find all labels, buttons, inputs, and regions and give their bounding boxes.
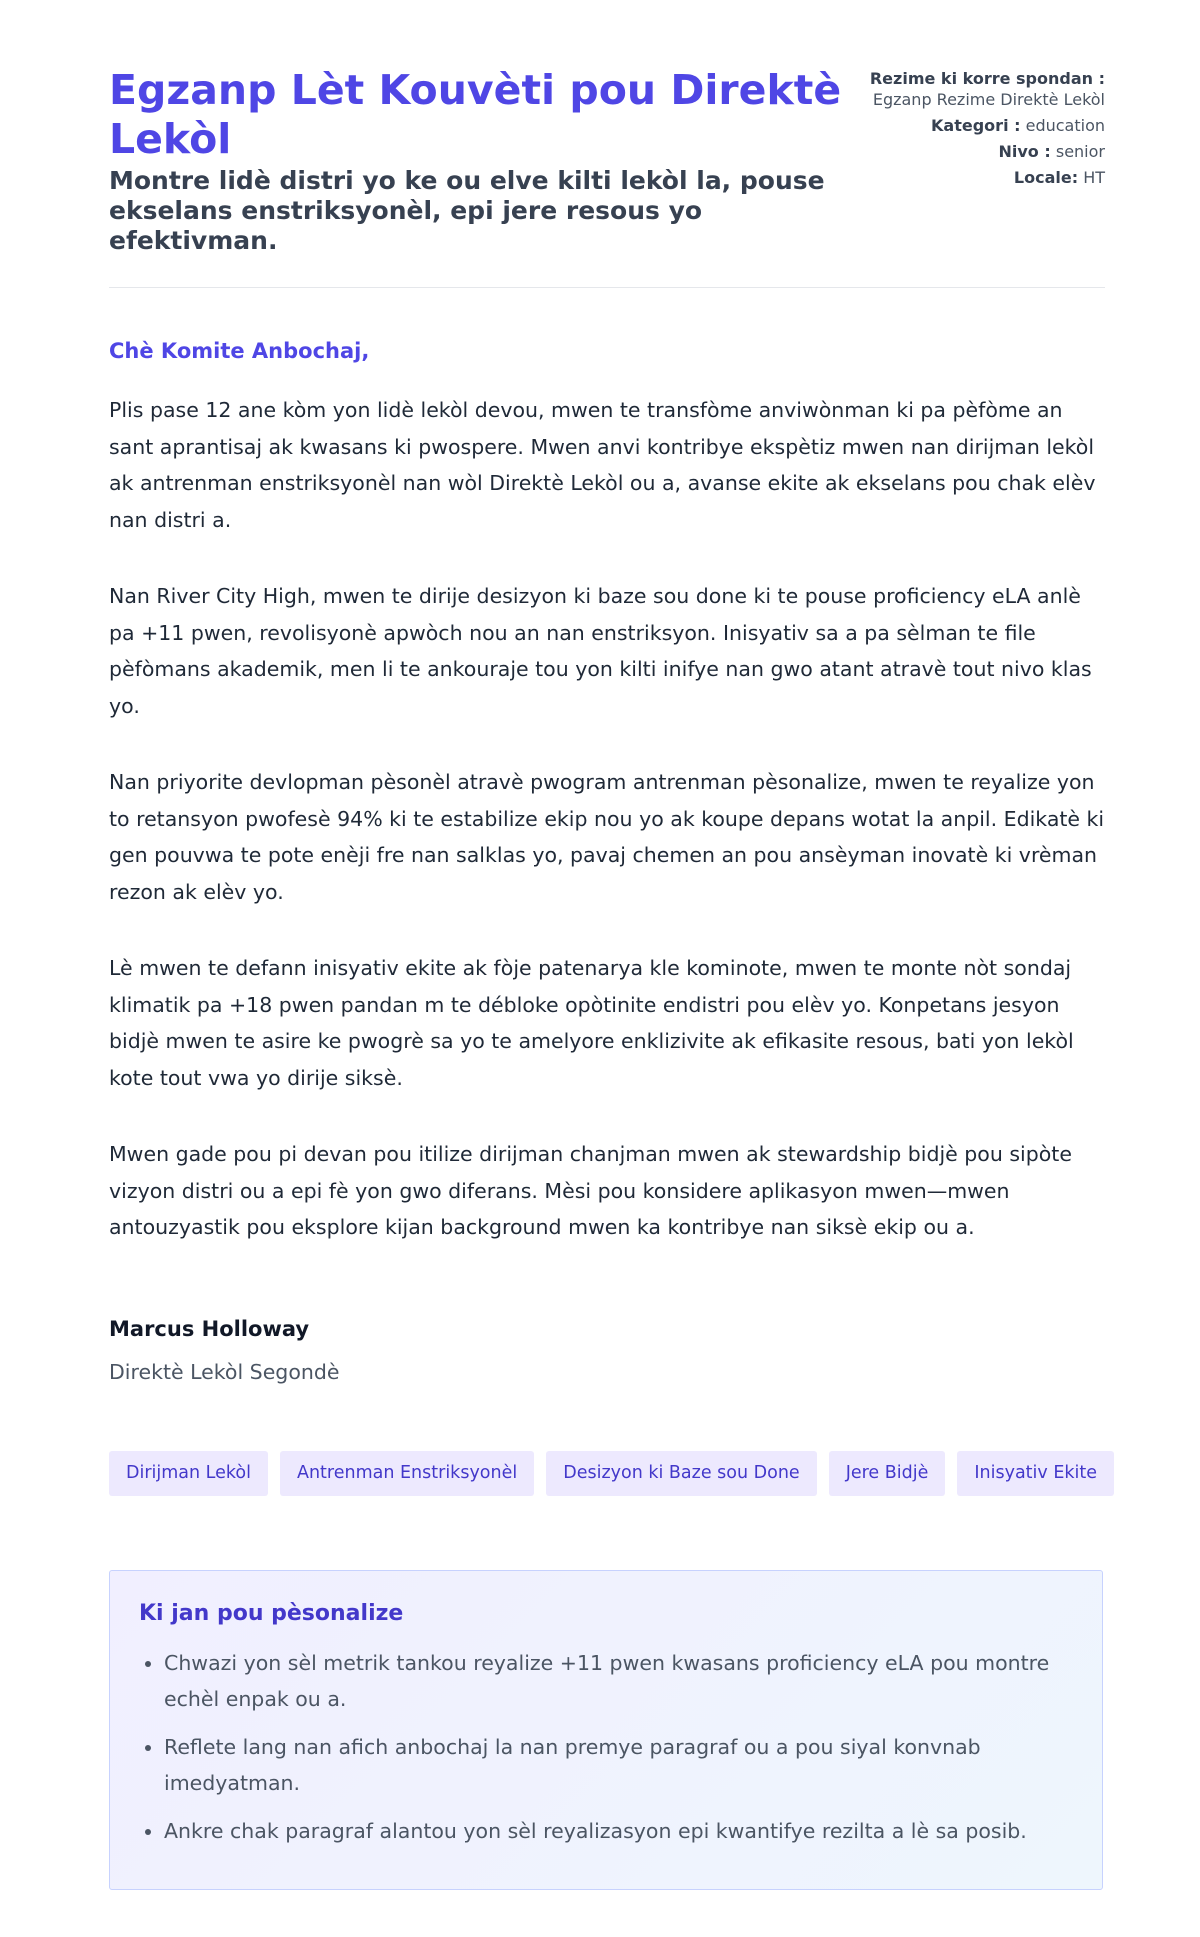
meta-key: Nivo : [998,142,1051,161]
meta-locale [855,167,1105,188]
letter-paragraph: Plis pase 12 ane kòm yon lidè lekòl devou, mwen te transfòme anviwònman ki pa pèfòme an sant aprantisaj ak kwasans ki pwospere. Mwen anvi kontribye ekspètiz mwen nan dirijman lekòl ak antrenman enstriksyonèl nan wòl Direktè Lekòl ou a, avanse ekite ak ekselans pou chak elèv nan distri a. [109,398,1096,532]
header-divider [109,287,1105,288]
signature-name: Marcus Holloway [109,1317,310,1341]
tips-list [139,1645,1073,1849]
letter-paragraph: Lè mwen te defann inisyativ ekite ak fòje patenarya kle kominote, mwen te monte nòt sondaj klimatik pa +18 pwen pandan m te débloke opòtinite endistri pou elèv yo. Konpetans jesyon bidjè mwen te asire ke pwogrè sa yo te amelyore enklizivite ak efikasite resous, bati yon lekòl kote tout vwa yo dirije siksè. [109,956,1074,1090]
tip-item: • Chwazi yon sèl metrik tankou reyalize +11 pwen kwasans proficiency eLA pou montre echèl enpak ou a. [164,1645,1073,1717]
meta-value: education [1025,116,1105,135]
meta-key: Kategori : [931,116,1021,135]
meta-value: Egzanp Rezime Direktè Lekòl [872,90,1105,109]
tip-item: • Reflete lang nan afich anbochaj la nan premye paragraf ou a pou siyal konvnab imedyatman. [164,1729,1073,1801]
meta-value: senior [1055,142,1105,161]
salutation: Chè Komite Anbochaj, [109,339,370,363]
meta-key: Rezime ki korre spondan : [869,69,1105,88]
tips-title: Ki jan pou pèsonalize [139,1601,404,1626]
meta-level [855,141,1105,162]
meta-panel [855,68,1105,193]
meta-category [855,115,1105,136]
skill-tag: Antrenman Enstriksyonèl [280,1451,534,1496]
tip-item: • Ankre chak paragraf alantou yon sèl reyalizasyon epi kwantifye rezilta a lè sa posib. [164,1813,1073,1849]
letter-paragraph: Mwen gade pou pi devan pou itilize dirijman chanjman mwen ak stewardship bidjè pou sipòte vizyon distri ou a epi fè yon gwo diferans. Mèsi pou konsidere aplikasyon mwen—mwen antouzyastik pou eksplore kijan background mwen ka kontribye nan siksè ekip ou a. [109,1142,1072,1239]
letter-body [109,336,1105,1286]
meta-related-resume [855,68,1105,110]
header [109,66,1105,256]
skill-tags [109,1451,1105,1496]
letter-paragraph: Nan River City High, mwen te dirije desizyon ki baze sou done ki te pouse proficiency eLA anlè pa +11 pwen, revolisyonè apwòch nou an nan enstriksyon. Inisyativ sa a pa sèlman te file pèfòmans akademik, men li te ankouraje tou yon kilti inifye nan gwo atant atravè tout nivo klas yo. [109,584,1092,718]
skill-tag: Dirijman Lekòl [109,1451,268,1496]
customization-tips-box [109,1570,1103,1890]
skill-tag: Inisyativ Ekite [957,1451,1114,1496]
page-title: Egzanp Lèt Kouvèti pou Direktè Lekòl [109,66,842,163]
page-subtitle: Montre lidè distri yo ke ou elve kilti lekòl la, pouse ekselans enstriksyonèl, epi jere resous yo efektivman. [109,166,825,255]
title-block [109,66,849,256]
skill-tag: Jere Bidjè [829,1451,946,1496]
meta-value: HT [1083,168,1105,187]
signature-title: Direktè Lekòl Segondè [109,1360,340,1384]
skill-tag: Desizyon ki Baze sou Done [546,1451,816,1496]
letter-paragraph: Nan priyorite devlopman pèsonèl atravè pwogram antrenman pèsonalize, mwen te reyalize yon to retansyon pwofesè 94% ki te estabilize ekip nou yo ak koupe depans wotat la anpil. Edikatè ki gen pouvwa te pote enèji fre nan salklas yo, pavaj chemen an pou ansèyman inovatè ki vrèman rezon ak elèv yo. [109,770,1105,904]
meta-key: Locale: [1013,168,1079,187]
